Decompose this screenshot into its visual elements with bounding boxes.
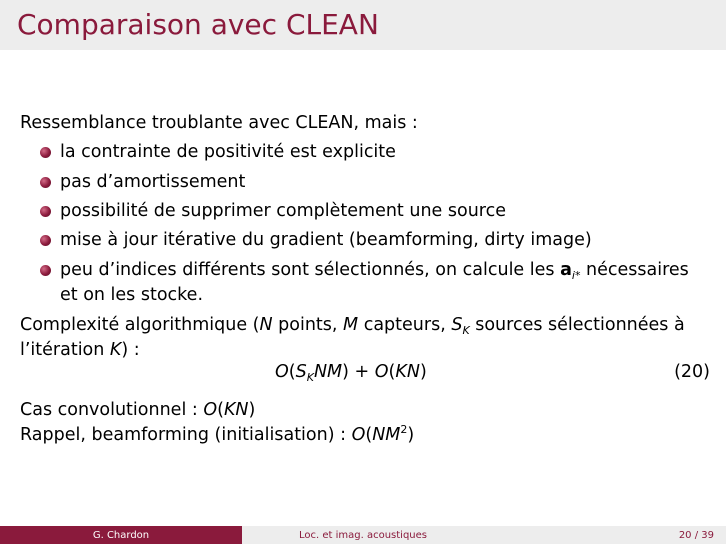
bullet-icon: [40, 147, 51, 158]
var-K-subscript: K: [462, 324, 470, 337]
eq-K-subscript: K: [306, 371, 314, 384]
rappel-line: [20, 425, 414, 445]
bullet-text: mise à jour itérative du gradient (beamforming, dirty image): [60, 230, 592, 250]
conv-O: O: [203, 400, 218, 420]
conv-line: [20, 400, 255, 420]
conv-paren: (: [217, 400, 224, 420]
rappel-label: Rappel, beamforming (initialisation) :: [20, 425, 352, 445]
rappel-O: O: [351, 425, 366, 445]
eq-paren: (: [388, 362, 396, 382]
rappel-paren: ): [407, 425, 415, 445]
bullet-item: [60, 201, 506, 221]
footer-title: Loc. et imag. acoustiques: [242, 526, 484, 544]
bullet-item: [60, 142, 396, 162]
vector-a-subscript: i*: [571, 269, 581, 282]
conv-paren: ): [248, 400, 256, 420]
rappel-NM: NM: [372, 425, 401, 445]
eq-KN: KN: [395, 362, 420, 382]
var-K: K: [109, 340, 122, 360]
conv-KN: KN: [223, 400, 249, 420]
complexity-text: ) :: [121, 340, 140, 360]
bullet-icon: [40, 177, 51, 188]
eq-paren: ): [419, 362, 427, 382]
bullet-text-end: nécessaires: [580, 260, 689, 280]
complexity-text: l’itération: [20, 340, 110, 360]
bullet-icon: [40, 206, 51, 217]
footer-page-number: 20 / 39: [484, 526, 726, 544]
bullet-text: la contrainte de positivité est explicite: [60, 142, 396, 162]
rappel-paren: (: [365, 425, 373, 445]
bullet-text: possibilité de supprimer complètement une source: [60, 201, 506, 221]
vector-a-symbol: a: [560, 260, 572, 280]
bullet-continuation: et on les stocke.: [60, 285, 204, 305]
complexity-text: sources sélectionnées à: [469, 315, 685, 335]
eq-S: S: [295, 362, 307, 382]
slide-title: Comparaison avec CLEAN: [17, 8, 379, 41]
eq-O: O: [374, 362, 389, 382]
eq-paren: ): [342, 362, 349, 382]
title-bar: [0, 0, 726, 50]
footer-bar: [0, 526, 726, 544]
bullet-text: pas d’amortissement: [60, 172, 246, 192]
footer-author: G. Chardon: [0, 526, 242, 544]
complexity-line-2: [20, 340, 140, 360]
bullet-icon: [40, 265, 51, 276]
intro-text: Ressemblance troublante avec CLEAN, mais :: [20, 113, 418, 133]
complexity-text: capteurs,: [358, 315, 452, 335]
bullet-item: [60, 172, 245, 192]
bullet-text: peu d’indices différents sont sélectionnés, on calcule les: [60, 260, 561, 280]
eq-NM: NM: [313, 362, 343, 382]
complexity-text: Complexité algorithmique (: [20, 315, 260, 335]
var-M: M: [343, 315, 359, 335]
bullet-item: [60, 230, 592, 250]
var-S: S: [451, 315, 463, 335]
rappel-exponent: 2: [400, 423, 408, 436]
var-N: N: [259, 315, 273, 335]
eq-plus: +: [348, 362, 375, 382]
complexity-text: points,: [272, 315, 344, 335]
eq-O: O: [275, 362, 289, 382]
eq-paren: (: [288, 362, 296, 382]
bullet-icon: [40, 235, 51, 246]
equation: [275, 362, 427, 382]
equation-number: (20): [674, 362, 710, 382]
complexity-line-1: [20, 315, 685, 335]
conv-label: Cas convolutionnel :: [20, 400, 204, 420]
bullet-item: [60, 260, 689, 280]
